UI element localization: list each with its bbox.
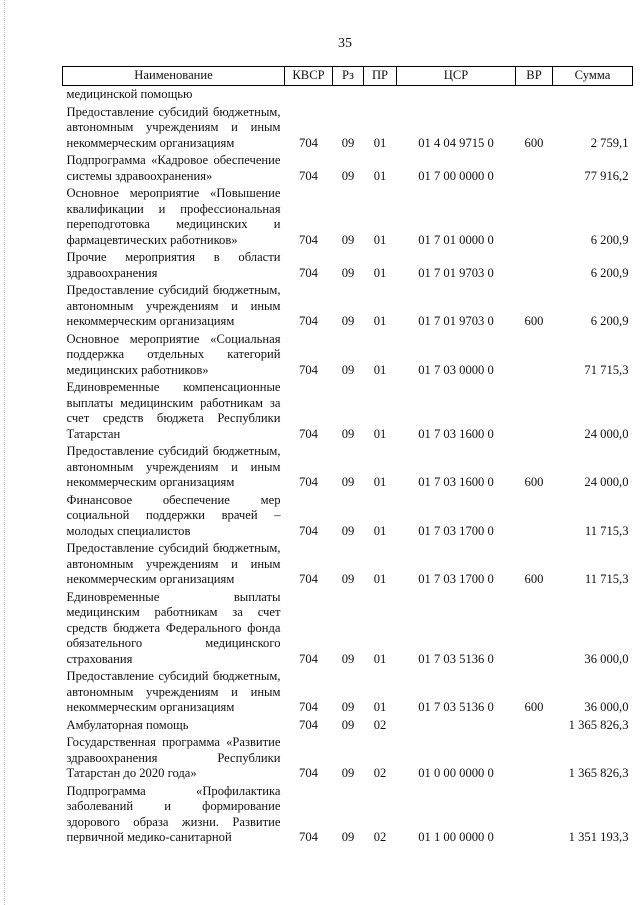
row-sum: 11 715,3 [584,572,629,586]
row-csr: 01 7 03 0000 0 [418,362,494,377]
row-csr [397,717,516,735]
row-vr [516,734,553,783]
row-pr: 01 [373,426,387,441]
row-rz: 09 [341,265,355,280]
row-sum: 11 715,3 [584,523,629,538]
row-name: Предоставление субсидий бюджетным, автономным учреждениям и иным некоммерческим организациям [66,444,281,489]
row-rz: 09 [341,135,355,150]
row-vr: 600 [524,572,544,586]
table-row [63,104,633,153]
row-sum: 1 351 193,3 [568,830,629,844]
row-sum: 24 000,0 [584,475,629,489]
table-row [63,443,633,492]
header-rz: Рз [333,67,364,86]
table-row [63,86,633,104]
row-name: Прочие мероприятия в области здравоохранения [66,250,281,280]
scan-margin-line [4,0,5,905]
row-rz: 09 [341,475,355,489]
row-vr: 600 [524,135,544,150]
row-pr: 01 [373,135,387,150]
row-pr: 02 [373,717,387,732]
row-kvsr: 704 [299,830,318,844]
row-kvsr: 704 [299,314,318,328]
row-rz: 09 [341,426,355,441]
row-rz: 09 [341,232,355,247]
row-vr: 600 [524,475,544,489]
row-sum: 2 759,1 [590,135,629,150]
row-csr: 01 7 00 0000 0 [418,168,494,183]
row-sum: 36 000,0 [584,700,629,714]
row-kvsr: 704 [299,766,318,780]
table-row [63,540,633,589]
row-rz: 09 [341,314,355,328]
row-csr: 01 7 01 0000 0 [418,232,494,247]
table-row [63,783,633,847]
row-vr: 600 [524,314,544,328]
row-name: Основное мероприятие «Повышение квалификации и профессиональная переподготовка медицинских и фармацевтических работников» [66,186,281,247]
table-row [63,589,633,669]
row-name: Подпрограмма «Профилактика заболеваний и формирование здорового образа жизни. Развитие первичной медико-санитарной [66,783,281,844]
row-kvsr: 704 [299,232,318,247]
row-name: Амбулаторная помощь [66,717,189,732]
row-pr: 02 [373,766,387,780]
page-number: 35 [338,36,352,51]
row-sum: 36 000,0 [584,651,629,666]
row-name: Государственная программа «Развитие здравоохранения Республики Татарстан до 2020 года» [66,735,281,780]
row-rz: 09 [341,717,355,732]
row-kvsr [285,86,333,104]
row-rz [333,86,364,104]
row-vr [516,86,553,104]
row-pr: 01 [373,362,387,377]
row-sum: 6 200,9 [590,265,629,280]
table-row [63,492,633,541]
row-sum: 71 715,3 [584,362,629,377]
row-kvsr: 704 [299,700,318,714]
row-pr: 01 [373,475,387,489]
row-kvsr: 704 [299,475,318,489]
row-name: Единовременные выплаты медицинским работникам за счет средств бюджета Федерального фонда обязательного медицинского страхования [66,589,281,666]
table-row [63,668,633,717]
row-kvsr: 704 [299,651,318,666]
row-name: Единовременные компенсационные выплаты медицинским работникам за счет средств бюджета Республики Татарстан [66,380,281,441]
row-vr [516,783,553,847]
row-pr: 01 [373,232,387,247]
table-row [63,379,633,443]
row-rz: 09 [341,700,355,714]
row-pr: 01 [373,168,387,183]
row-kvsr: 704 [299,426,318,441]
header-kvsr: КВСР [285,67,333,86]
row-name: Подпрограмма «Кадровое обеспечение системы здравоохранения» [66,153,281,183]
row-rz: 09 [341,168,355,183]
row-name: Предоставление субсидий бюджетным, автономным учреждениям и иным некоммерческим организациям [66,104,281,150]
row-rz: 09 [341,523,355,538]
row-pr: 01 [373,651,387,666]
table-row [63,249,633,282]
row-csr: 01 7 01 9703 0 [418,265,494,280]
table-row [63,152,633,185]
row-vr [516,185,553,249]
row-kvsr: 704 [299,717,318,732]
row-kvsr: 704 [299,523,318,538]
row-pr: 02 [373,830,387,844]
table-row [63,185,633,249]
row-sum: 24 000,0 [584,426,629,441]
row-kvsr: 704 [299,572,318,586]
row-csr: 01 7 03 5136 0 [418,651,494,666]
header-sum: Сумма [553,67,633,86]
header-csr: ЦСР [397,67,516,86]
row-csr: 01 7 01 9703 0 [418,314,494,328]
table-row [63,331,633,380]
row-name: Предоставление субсидий бюджетным, автономным учреждениям и иным некоммерческим организациям [66,541,281,586]
row-pr: 01 [373,265,387,280]
header-name: Наименование [63,67,285,86]
row-name: Основное мероприятие «Социальная поддержка отдельных категорий медицинских работников» [66,331,281,377]
header-vr: ВР [516,67,553,86]
row-rz: 09 [341,830,355,844]
row-csr: 01 1 00 0000 0 [418,830,494,844]
row-kvsr: 704 [299,135,318,150]
row-pr [364,86,397,104]
header-pr: ПР [364,67,397,86]
row-rz: 09 [341,766,355,780]
row-rz: 09 [341,651,355,666]
row-vr [516,589,553,669]
row-pr: 01 [373,314,387,328]
row-csr: 01 7 03 1600 0 [418,426,494,441]
row-kvsr: 704 [299,168,318,183]
budget-table [62,66,633,847]
row-name: Предоставление субсидий бюджетным, автономным учреждениям и иным некоммерческим организациям [66,669,281,714]
row-vr [516,717,553,735]
row-name: Финансовое обеспечение мер социальной поддержки врачей – молодых специалистов [66,492,281,538]
row-csr: 01 7 03 5136 0 [418,700,494,714]
row-pr: 01 [373,572,387,586]
row-csr [397,86,516,104]
table-row [63,734,633,783]
row-vr: 600 [524,700,544,714]
row-name: медицинской помощью [66,87,193,101]
row-csr: 01 7 03 1700 0 [418,523,494,538]
table-row [63,282,633,331]
row-rz: 09 [341,572,355,586]
row-kvsr: 704 [299,265,318,280]
row-sum: 6 200,9 [590,314,629,328]
row-csr: 01 0 00 0000 0 [418,766,494,780]
row-csr: 01 7 03 1700 0 [418,572,494,586]
row-kvsr: 704 [299,362,318,377]
row-pr: 01 [373,700,387,714]
row-name: Предоставление субсидий бюджетным, автономным учреждениям и иным некоммерческим организациям [66,283,281,328]
row-sum: 1 365 826,3 [568,766,629,780]
row-rz: 09 [341,362,355,377]
row-vr [516,492,553,541]
row-csr: 01 7 03 1600 0 [418,475,494,489]
row-sum: 77 916,2 [584,168,629,183]
row-sum: 6 200,9 [590,232,629,247]
row-vr [516,152,553,185]
row-vr [516,331,553,380]
row-pr: 01 [373,523,387,538]
table-row [63,717,633,735]
row-csr: 01 4 04 9715 0 [418,135,494,150]
row-vr [516,379,553,443]
row-vr [516,249,553,282]
row-sum [553,86,633,104]
table-header-row [63,67,633,86]
row-sum: 1 365 826,3 [568,717,629,732]
